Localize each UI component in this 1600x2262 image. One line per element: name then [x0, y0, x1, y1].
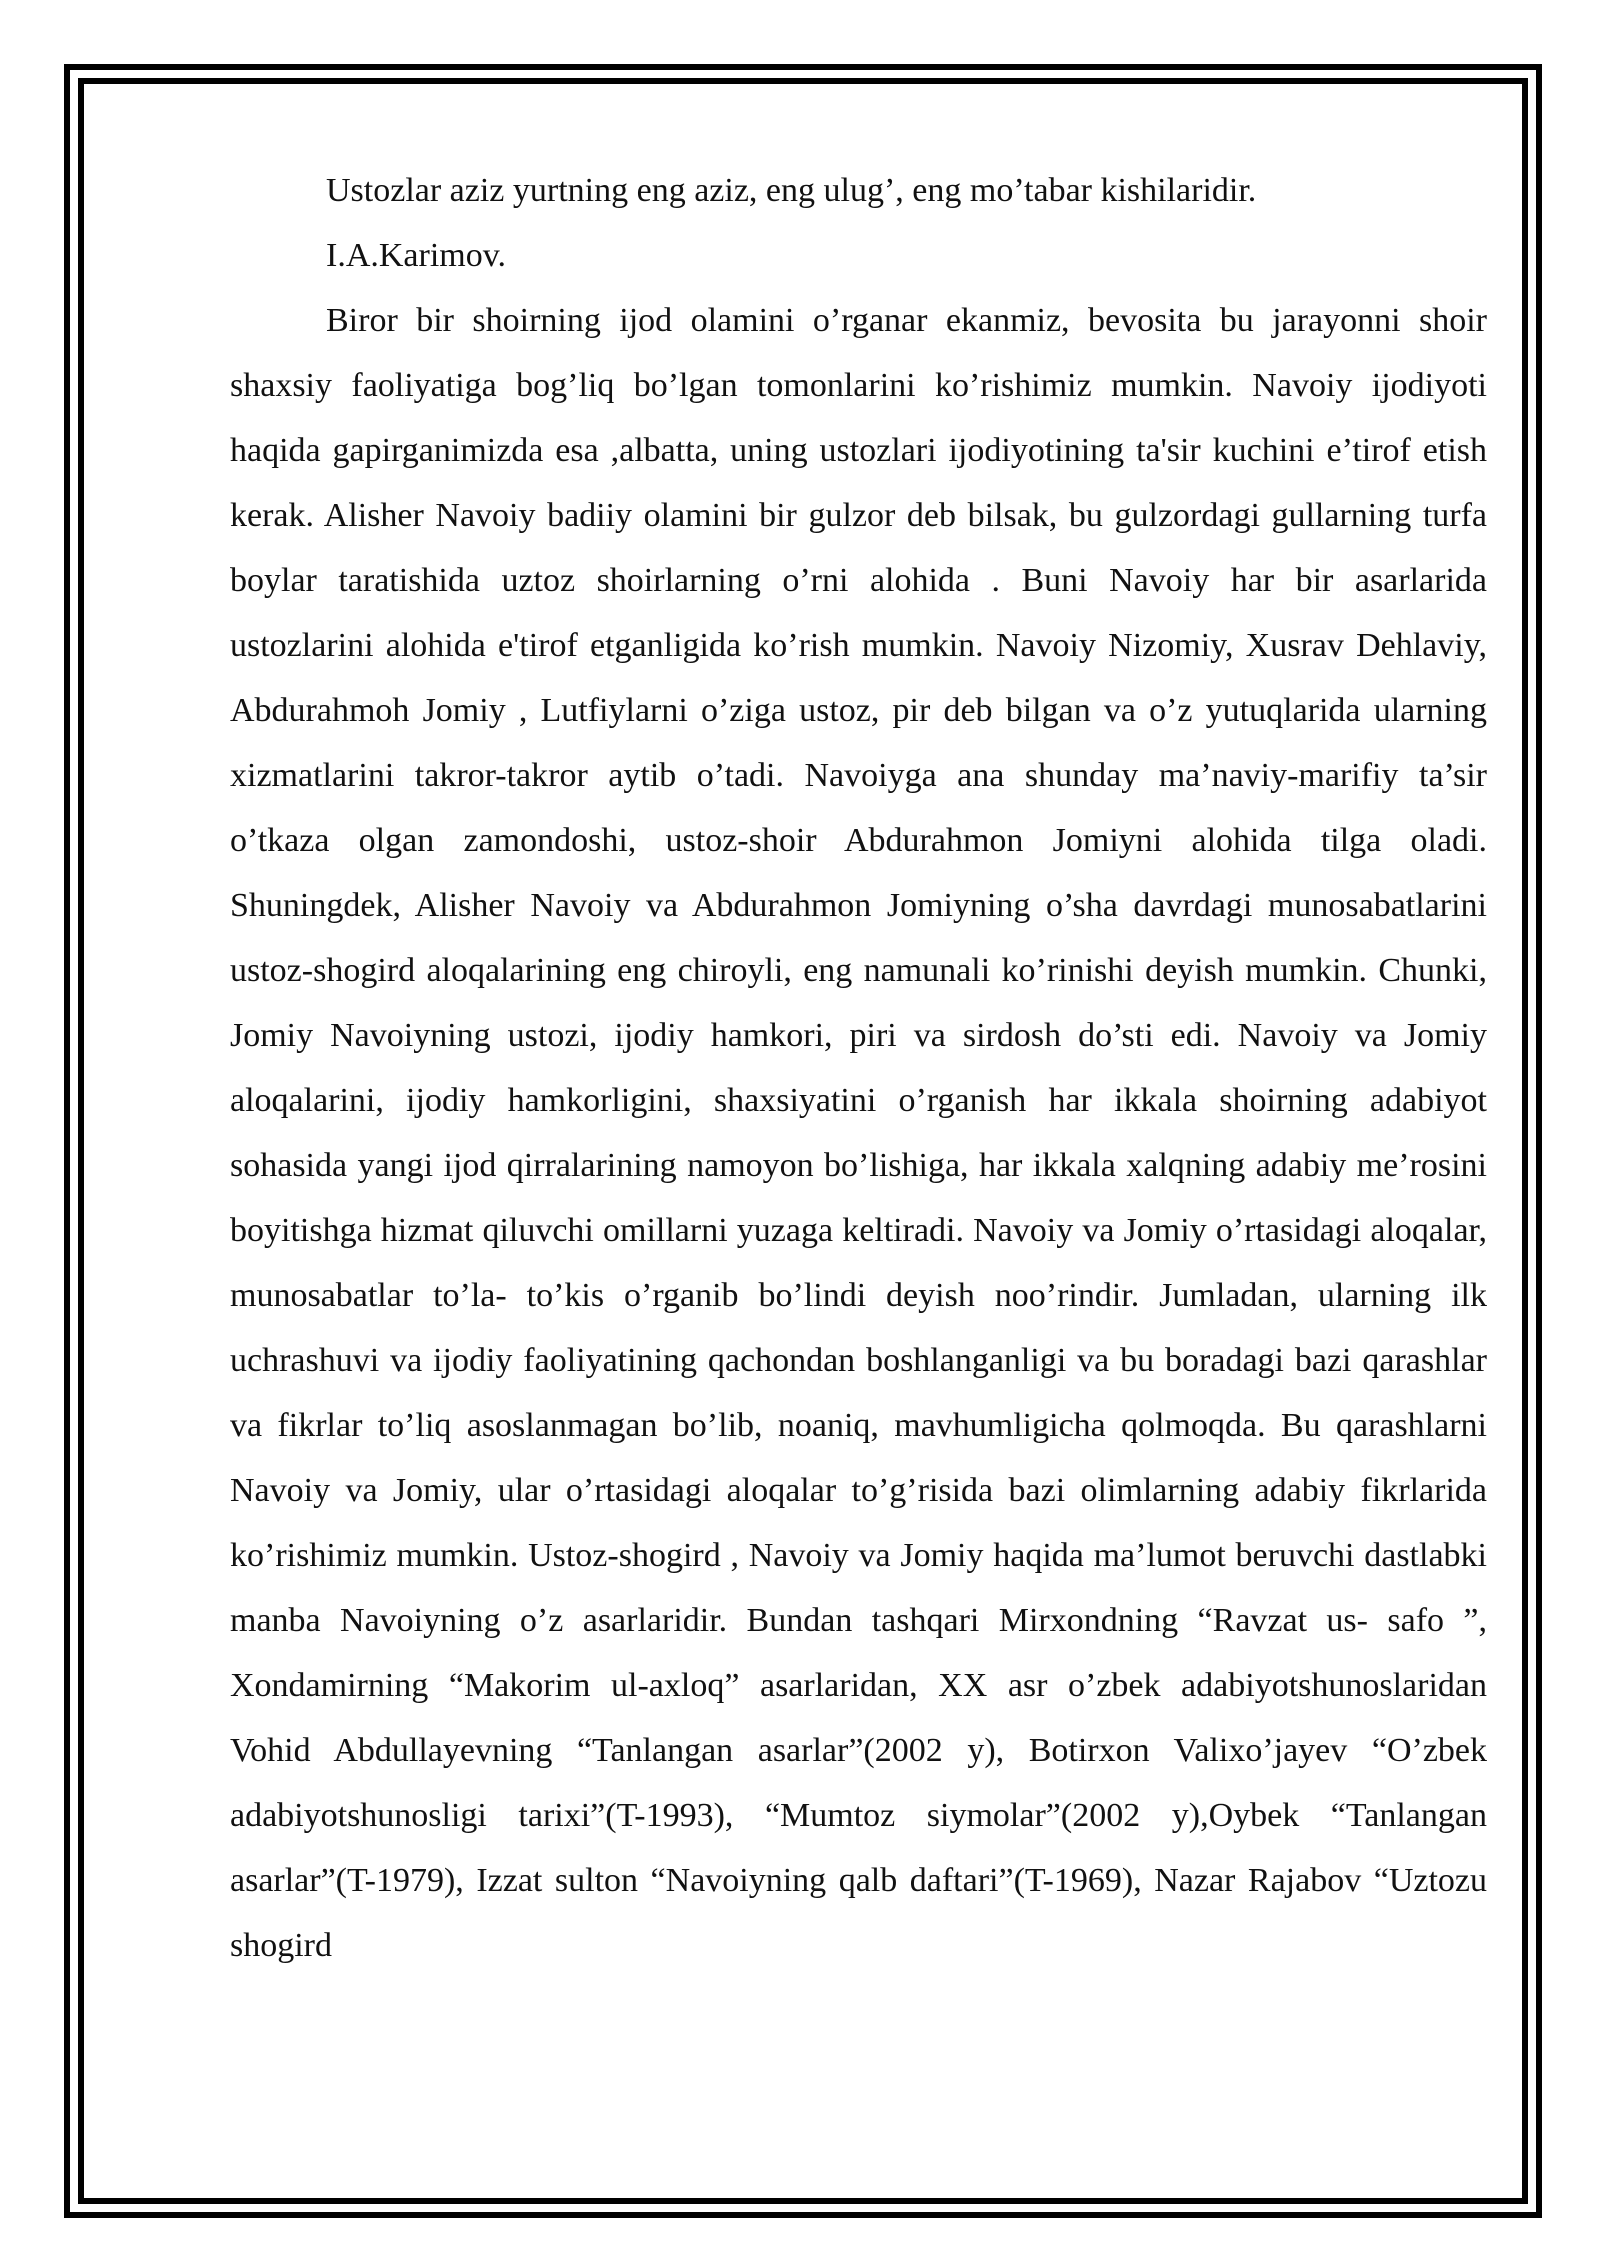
epigraph-quote: Ustozlar aziz yurtning eng aziz, eng ulug’, eng mo’tabar kishilaridir. — [326, 172, 1257, 209]
body-paragraph: Biror bir shoirning ijod olamini o’rganar ekanmiz, bevosita bu jarayonni shoir shaxsiy faoliyatiga bog’liq bo’lgan tomonlarini ko’rishimiz mumkin. Navoiy ijodiyoti haqida gapirganimizda esa ,albatta, uning ustozlari ijodiyotining ta'sir kuchini e’tirof etish kerak. Alisher Navoiy badiiy olamini bir gulzor deb bilsak, bu gulzordagi gullarning turfa boylar taratishida uztoz shoirlarning o’rni alohida . Buni Navoiy har bir asarlarida ustozlarini alohida e'tirof etganligida ko’rish mumkin. Navoiy Nizomiy, Xusrav Dehlaviy, Abdurahmoh Jomiy , Lutfiylarni o’ziga ustoz, pir deb bilgan va o’z yutuqlarida ularning xizmatlarini takror-takror aytib o’tadi. Navoiyga ana shunday ma’naviy-marifiy ta’sir o’tkaza olgan zamondoshi, ustoz-shoir Abdurahmon Jomiyni alohida tilga oladi. Shuningdek, Alisher Navoiy va Abdurahmon Jomiyning o’sha davrdagi munosabatlarini ustoz-shogird aloqalarining eng chiroyli, eng namunali ko’rinishi deyish mumkin. Chunki, Jomiy Navoiyning ustozi, ijodiy hamkori, piri va sirdosh do’sti edi. Navoiy va Jomiy aloqalarini, ijodiy hamkorligini, shaxsiyatini o’rganish har ikkala shoirning adabiyot sohasida yangi ijod qirralarining namoyon bo’lishiga, har ikkala xalqning adabiy me’rosini boyitishga hizmat qiluvchi omillarni yuzaga keltiradi. Navoiy va Jomiy o’rtasidagi aloqalar, munosabatlar to’la- to’kis o’rganib bo’lindi deyish noo’rindir. Jumladan, ularning ilk uchrashuvi va ijodiy faoliyatining qachondan boshlanganligi va bu boradagi bazi qarashlar va fikrlar to’liq asoslanmagan bo’lib, noaniq, mavhumligicha qolmoqda. Bu qarashlarni Navoiy va Jomiy, ular o’rtasidagi aloqalar to’g’risida bazi olimlarning adabiy fikrlarida ko’rishimiz mumkin. Ustoz-shogird , Navoiy va Jomiy haqida ma’lumot beruvchi dastlabki manba Navoiyning o’z asarlaridir. Bundan tashqari Mirxondning “Ravzat us- safo ”, Xondamirning “Makorim ul-axloq” asarlaridan, XX asr o’zbek adabiyotshunoslaridan Vohid Abdullayevning “Tanlangan asarlar”(2002 y), Botirxon Valixo’jayev “O’zbek adabiyotshunosligi tarixi”(T-1993), “Mumtoz siymolar”(2002 y),Oybek “Tanlangan asarlar”(T-1979), Izzat sulton “Navoiyning qalb daftari”(T-1969), Nazar Rajabov “Uztozu shogird — [230, 302, 1487, 1964]
epigraph-author: I.A.Karimov. — [326, 237, 507, 274]
document-text — [230, 158, 1487, 1978]
